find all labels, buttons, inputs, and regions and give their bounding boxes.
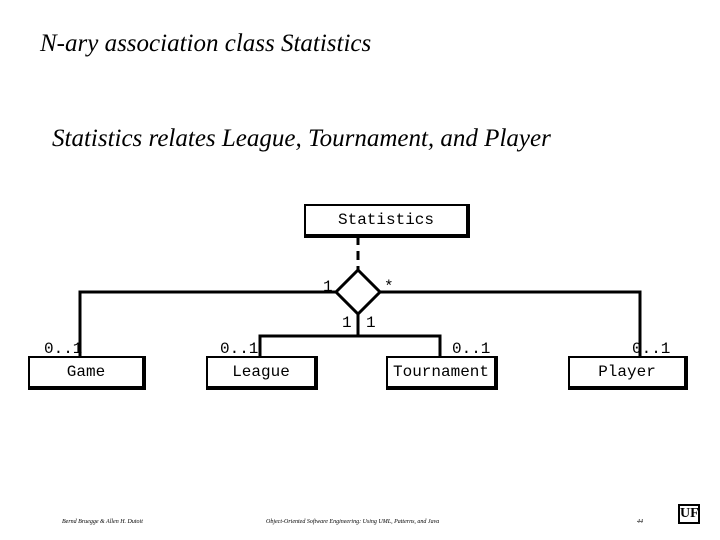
mult-game: 0..1 xyxy=(44,340,83,358)
association-diamond xyxy=(336,270,380,314)
mult-league: 0..1 xyxy=(220,340,259,358)
footer-authors: Bernd Bruegge & Allen H. Dutoit xyxy=(62,519,143,525)
mult-player: 0..1 xyxy=(632,340,671,358)
mult-diamond-right: * xyxy=(384,278,394,296)
class-tournament xyxy=(386,356,498,390)
class-statistics xyxy=(304,204,470,238)
footer-page-number: 44 xyxy=(637,519,643,525)
class-tournament-label: Tournament xyxy=(392,363,489,381)
mult-tournament: 0..1 xyxy=(452,340,491,358)
mult-diamond-bottom-right: 1 xyxy=(366,314,376,332)
line-to-player xyxy=(380,292,640,358)
class-player-label: Player xyxy=(598,363,656,381)
mult-diamond-bottom-left: 1 xyxy=(342,314,352,332)
class-league-label: League xyxy=(232,363,290,381)
mult-diamond-left: 1 xyxy=(323,278,333,296)
class-game xyxy=(28,356,146,390)
slide-title: N-ary association class Statistics xyxy=(40,30,372,57)
class-league xyxy=(206,356,318,390)
slide-subtitle: Statistics relates League, Tournament, and Player xyxy=(52,125,551,152)
footer-book-title: Object-Oriented Software Engineering: Using UML, Patterns, and Java xyxy=(266,519,440,525)
university-logo-icon: UF xyxy=(678,504,700,524)
class-statistics-label: Statistics xyxy=(337,211,434,229)
class-player xyxy=(568,356,688,390)
line-to-game xyxy=(80,292,336,358)
class-game-label: Game xyxy=(66,363,106,381)
